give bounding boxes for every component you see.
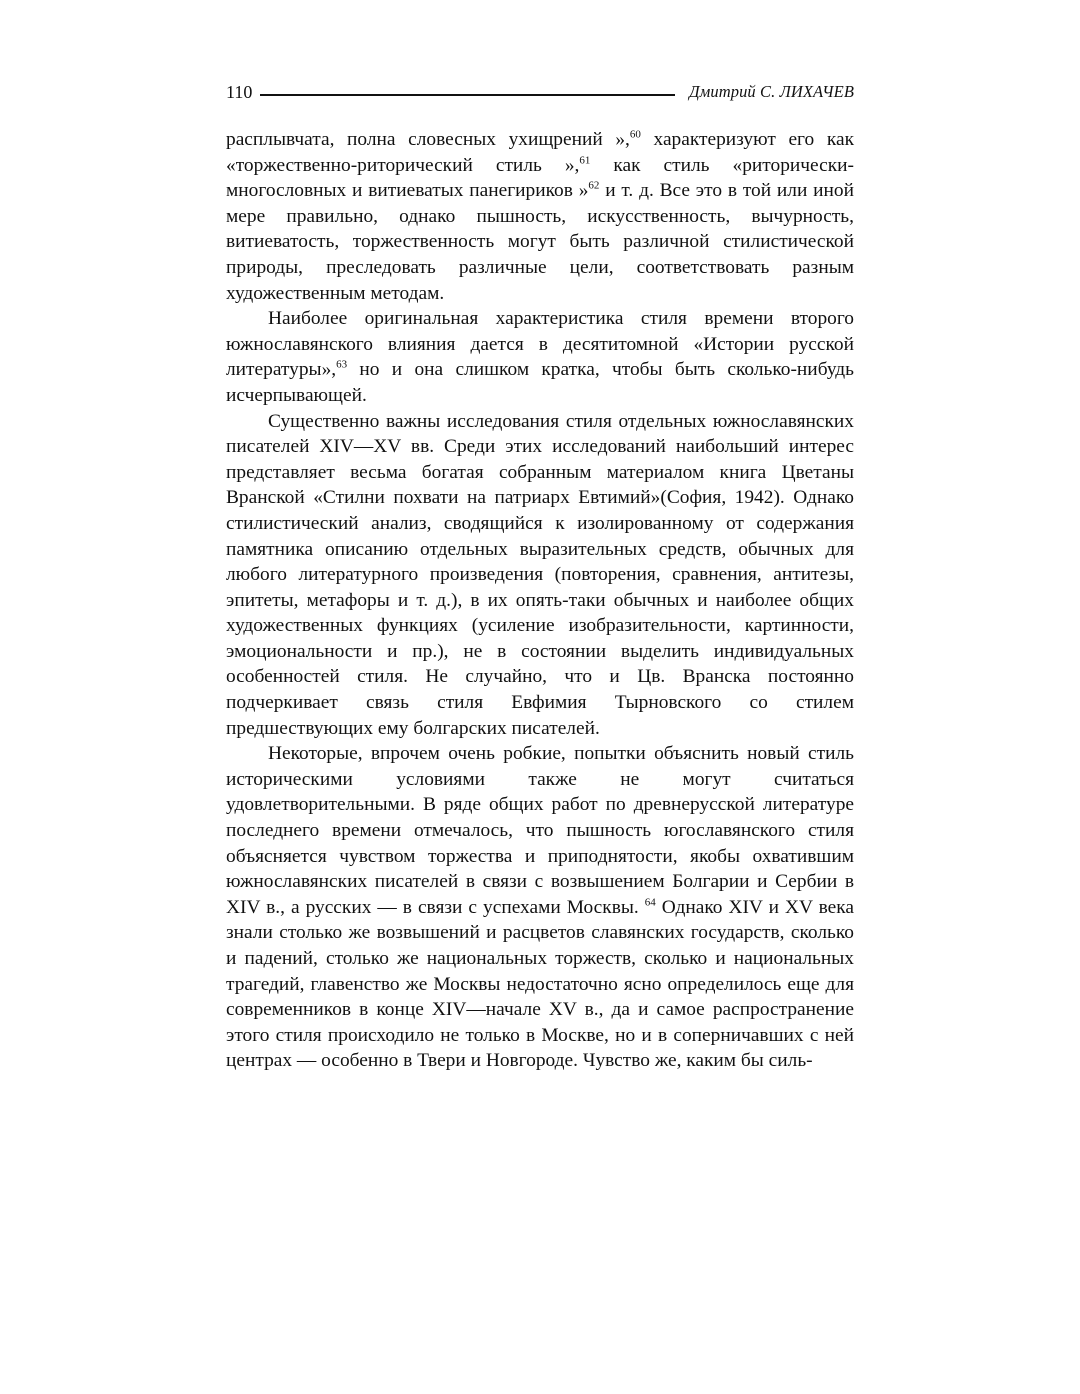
paragraph — [226, 127, 854, 306]
text-segment: как стиль «риторически-многословных и витиеватых панегириков » — [226, 154, 854, 202]
footnote-ref: 60 — [629, 128, 641, 141]
text-segment: Некоторые, впрочем очень робкие, попытки объяснить новый стиль историческими условиями также не могут считаться удовлетворительными. В ряде общих работ по древнерусской литературе последнего времени отмечалось, что пышность югославянского стиля объясняется чувством торжества и приподнятости, якобы охватившим южнославянских писателей в связи с возвышением Болгарии и Сербии в XIV в., а русских — в связи с успехами Москвы. — [226, 743, 854, 918]
body-text — [226, 127, 854, 1074]
text-segment: характеризуют его как «торжественно-риторический стиль », — [226, 129, 854, 176]
page-header — [226, 76, 854, 102]
footnote-ref: 62 — [588, 179, 600, 192]
header-rule — [260, 94, 675, 96]
text-segment: Наиболее оригинальная характеристика стиля времени второго южнославянского влияния дается в десятитомной «Истории русской литературы», — [226, 308, 854, 381]
text-segment: Однако XIV и XV века знали столько же возвышений и расцветов славянских государств, сколько и падений, столько же национальных торжеств, сколько и национальных трагедий, главенство же Москвы недостаточно ясно определилось еще для современников в конце XIV—начале XV в., да и самое распространение этого стиля происходило не только в Москве, но и в соперничавших с ней центрах — особенно в Твери и Новгороде. Чувство же, каким бы силь- — [226, 896, 854, 1072]
text-segment: и т. д. Все это в той или иной мере правильно, однако пышность, искусственность, вычурность, витиеватость, торжественность могут быть различной стилистической природы, преследовать различные цели, соответствовать разным художественным методам. — [226, 180, 854, 304]
running-head-author: Дмитрий С. ЛИХАЧЕВ — [689, 82, 854, 101]
paragraph — [226, 409, 854, 742]
text-segment: но и она слишком кратка, чтобы быть сколько-нибудь исчерпывающей. — [226, 359, 854, 406]
footnote-ref: 63 — [336, 358, 348, 371]
page-number: 110 — [226, 82, 253, 102]
paragraph — [226, 741, 854, 1074]
text-segment: Существенно важны исследования стиля отдельных южнославянских писателей XIV—XV вв. Среди этих исследований наибольший интерес представляет весьма богатая собранным материалом книга Цветаны Вранской «Стилни похвати на патриарх Евтимий»(София, 1942). Однако стилистический анализ, сводящийся к изолированному от содержания памятника описанию отдельных выразительных средств, обычных для любого литературного произведения (повторения, сравнения, антитезы, эпитеты, метафоры и т. д.), в их опять-таки обычных и наиболее общих художественных функциях (усиление изобразительности, картинности, эмоциональности и пр.), не в состоянии выделить индивидуальных особенностей стиля. Не случайно, что и Цв. Вранска постоянно подчеркивает связь стиля Евфимия Тырновского со стилем предшествующих ему болгарских писателей. — [226, 410, 854, 739]
text-segment: расплывчата, полна словесных ухищрений », — [226, 129, 630, 150]
footnote-ref: 64 — [644, 896, 656, 909]
paragraph — [226, 306, 854, 408]
footnote-ref: 61 — [579, 154, 591, 167]
